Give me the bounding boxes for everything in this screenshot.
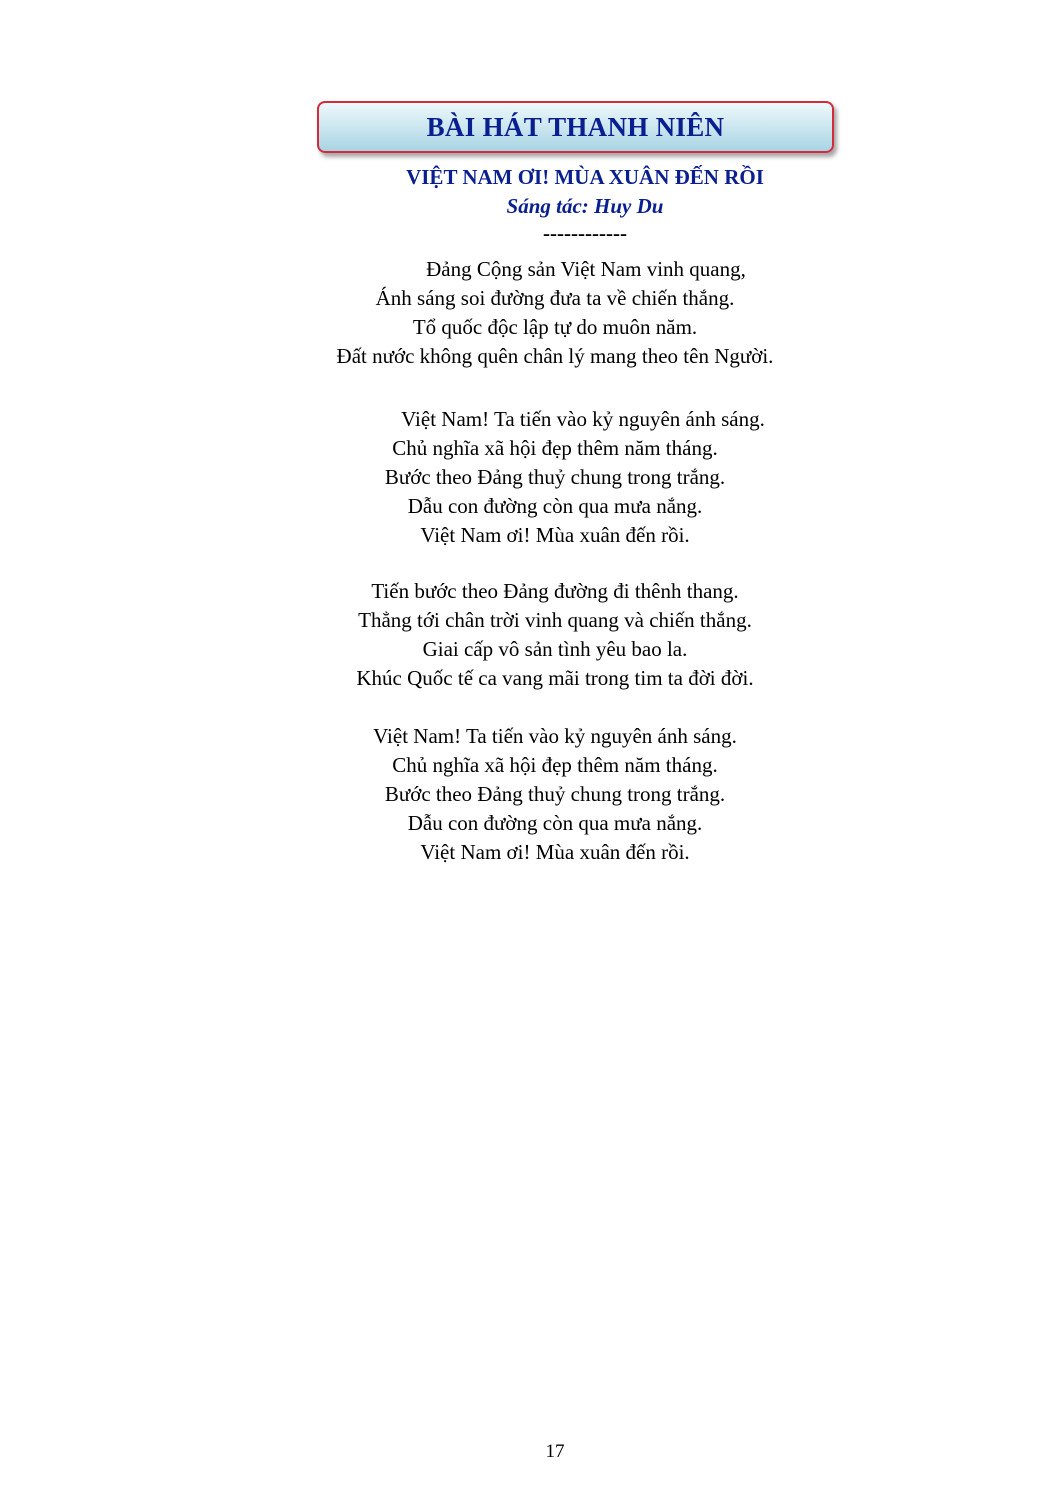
- section-header-box: [317, 101, 834, 153]
- verse-2: [0, 405, 1060, 550]
- verse-line: Ánh sáng soi đường đưa ta về chiến thắng.: [375, 286, 735, 310]
- song-title: VIỆT NAM ƠI! MÙA XUÂN ĐẾN RỒI: [406, 165, 764, 189]
- verse-line: Chủ nghĩa xã hội đẹp thêm năm tháng.: [392, 436, 718, 460]
- verse-line: Thẳng tới chân trời vinh quang và chiến thắng.: [358, 608, 752, 632]
- verse-line: Tiến bước theo Đảng đường đi thênh thang.: [371, 579, 739, 603]
- verse-line: Đất nước không quên chân lý mang theo tên Người.: [336, 344, 774, 368]
- verse-3: [0, 577, 1060, 693]
- verse-line: Chủ nghĩa xã hội đẹp thêm năm tháng.: [392, 753, 718, 777]
- verse-4: [0, 722, 1060, 867]
- verse-line: Việt Nam! Ta tiến vào kỷ nguyên ánh sáng.: [373, 724, 737, 748]
- verse-line: Đảng Cộng sản Việt Nam vinh quang,: [426, 257, 746, 281]
- verse-line: Bước theo Đảng thuỷ chung trong trắng.: [384, 782, 726, 806]
- verse-1: [0, 255, 1060, 371]
- verse-line: Tổ quốc độc lập tự do muôn năm.: [412, 315, 698, 339]
- title-divider: ------------: [543, 221, 627, 245]
- verse-line: Bước theo Đảng thuỷ chung trong trắng.: [384, 465, 726, 489]
- verse-line: Khúc Quốc tế ca vang mãi trong tim ta đời đời.: [356, 666, 754, 690]
- section-header-title: BÀI HÁT THANH NIÊN: [426, 111, 725, 142]
- page-number: 17: [545, 1441, 565, 1462]
- verse-line: Dẫu con đường còn qua mưa nắng.: [407, 811, 703, 835]
- song-composer: Sáng tác: Huy Du: [506, 194, 664, 218]
- verse-line: Dẫu con đường còn qua mưa nắng.: [407, 494, 703, 518]
- verse-line: Giai cấp vô sản tình yêu bao la.: [422, 637, 688, 661]
- verse-line: Việt Nam ơi! Mùa xuân đến rồi.: [420, 840, 690, 864]
- verse-line: Việt Nam! Ta tiến vào kỷ nguyên ánh sáng.: [401, 407, 765, 431]
- verse-line: Việt Nam ơi! Mùa xuân đến rồi.: [420, 523, 690, 547]
